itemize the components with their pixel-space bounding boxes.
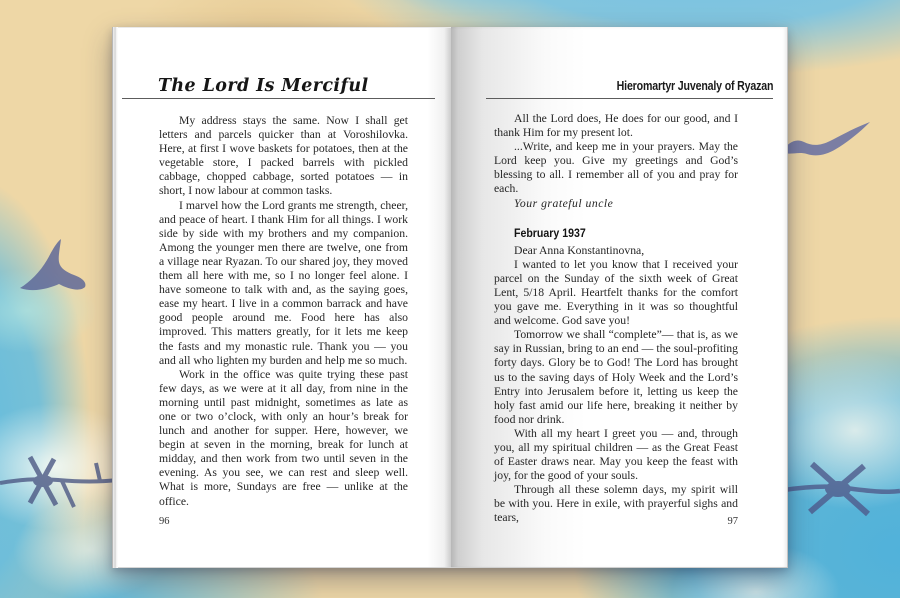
body-paragraph: Through all these solemn days, my spirit will be with you. Here in exile, with prayerful sighs and tears, <box>494 483 738 525</box>
running-header-left <box>122 77 435 99</box>
page-stack-edge <box>112 27 118 568</box>
barbed-wire-left-silhouette <box>0 447 118 521</box>
book-spread <box>112 27 788 568</box>
header-rule <box>486 98 773 99</box>
header-rule <box>122 98 435 99</box>
page-body-right <box>494 112 738 526</box>
page-number-left: 96 <box>159 516 170 527</box>
bird-left-silhouette <box>14 232 104 302</box>
body-paragraph: Tomorrow we shall “complete”— that is, as we say in Russian, bring to an end — the soul-profiting forty days. Glory be to God! The Lord has brought us to the saving days of Holy Week and the Lord’s Entry into Jerusalem before it, letting us keep the holy fast amid our life here, breaking it neither by food nor drink. <box>494 328 738 426</box>
body-paragraph: I wanted to let you know that I received your parcel on the Sunday of the sixth week of Great Lent, 5/18 April. Heartfelt thanks for the comfort you gave me. Everything in it was so thoughtful and welcome. God save you! <box>494 257 738 328</box>
body-paragraph: All the Lord does, He does for our good, and I thank Him for my present lot. <box>494 112 738 140</box>
letter-date-heading: February 1937 <box>514 227 586 240</box>
running-header-right <box>486 77 773 99</box>
body-paragraph: ...Write, and keep me in your prayers. May the Lord keep you. Give my greetings and God’s blessing to all. I remember all of you and pray for each. <box>494 140 738 196</box>
body-paragraph: Work in the office was quite trying these past few days, as we were at it all day, from nine in the morning until past midnight, sometimes as late as one or two o’clock, with only an hour’s break for lunch and another for supper. Here, however, we begin at seven in the morning, break for lunch at midday, and then work from two until seven in the evening. As you see, we can rest and sleep well. What is more, Sundays are free — unlike at the office. <box>159 367 408 508</box>
page-number-right: 97 <box>727 516 738 527</box>
bird-right-silhouette <box>780 118 872 164</box>
book-title-running-head: The Lord Is Merciful <box>158 76 369 96</box>
body-paragraph: My address stays the same. Now I shall get letters and parcels quicker than at Voroshilovka. Here, at first I wove baskets for potatoes, then at the vegetable store, I packed barrels with pickled cabbage, chopped cabbage, sorted potatoes — in short, I now labour at common tasks. <box>159 114 408 198</box>
page-body-left <box>159 114 408 509</box>
letter-signature: Your grateful uncle <box>514 196 614 210</box>
author-running-head: Hieromartyr Juvenaly of Ryazan <box>616 79 773 93</box>
book-page-left <box>112 27 451 568</box>
book-page-right <box>451 27 788 568</box>
body-paragraph: I marvel how the Lord grants me strength, cheer, and peace of heart. I thank Him for all things. I work side by side with my brothers and my companion. Among the younger men there are twelve, one from a village near Ryazan. To our shared joy, they moved them all here with me, so I no longer feel alone. I have someone to talk with and, as the saying goes, ease my heart. I live in a common barrack and have good people around me. Food here has also improved. This matters greatly, for it lets me keep the fasts and my monastic rule. Thank you — you and all who lighten my burden and help me so much. <box>159 198 408 367</box>
body-paragraph: With all my heart I greet you — and, through you, all my spiritual children — as the Great Feast of Easter draws near. May you keep the feast with joy, for the good of your souls. <box>494 426 738 483</box>
barbed-wire-right-silhouette <box>784 456 900 522</box>
letter-salutation: Dear Anna Konstantinovna, <box>514 243 645 257</box>
